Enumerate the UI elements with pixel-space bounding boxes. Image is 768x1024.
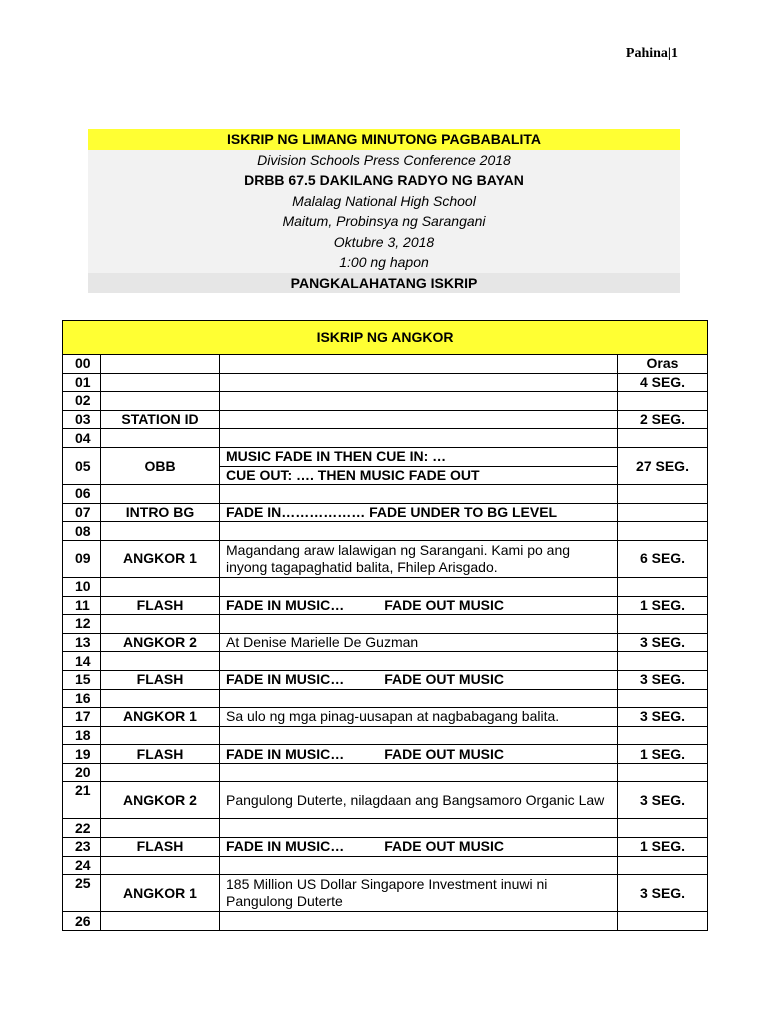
row-segment: OBB <box>101 447 220 484</box>
row-segment <box>101 355 220 374</box>
row-duration: 3 SEG. <box>618 782 708 819</box>
row-content <box>220 856 618 875</box>
cue-in: FADE IN MUSIC… <box>226 596 345 613</box>
row-number: 03 <box>63 410 101 429</box>
row-content <box>220 819 618 838</box>
row-content <box>220 596 618 615</box>
table-row <box>63 577 708 596</box>
row-segment: FLASH <box>101 670 220 689</box>
row-content <box>220 392 618 411</box>
row-duration <box>618 522 708 541</box>
row-segment <box>101 763 220 782</box>
row-segment <box>101 819 220 838</box>
table-banner-row <box>63 321 708 355</box>
row-number: 13 <box>63 633 101 652</box>
row-content <box>220 522 618 541</box>
row-duration <box>618 652 708 671</box>
row-number: 23 <box>63 838 101 857</box>
time: 1:00 ng hapon <box>88 252 680 273</box>
row-number: 09 <box>63 540 101 577</box>
table-row <box>63 503 708 522</box>
row-duration: 1 SEG. <box>618 745 708 764</box>
row-number: 26 <box>63 912 101 931</box>
row-duration <box>618 577 708 596</box>
event-name: Division Schools Press Conference 2018 <box>88 150 680 171</box>
row-number: 20 <box>63 763 101 782</box>
station-name: DRBB 67.5 DAKILANG RADYO NG BAYAN <box>88 170 680 191</box>
row-segment: FLASH <box>101 838 220 857</box>
row-number: 22 <box>63 819 101 838</box>
row-number: 04 <box>63 429 101 448</box>
cue-in: FADE IN MUSIC… <box>226 671 345 688</box>
row-number: 08 <box>63 522 101 541</box>
row-number: 01 <box>63 373 101 392</box>
row-segment <box>101 485 220 504</box>
row-duration: 3 SEG. <box>618 708 708 727</box>
row-duration: 2 SEG. <box>618 410 708 429</box>
row-duration <box>618 819 708 838</box>
table-row <box>63 373 708 392</box>
row-content: Pangulong Duterte, nilagdaan ang Bangsamoro Organic Law <box>220 782 618 819</box>
cue-in: FADE IN MUSIC… <box>226 838 345 855</box>
row-content <box>220 615 618 634</box>
row-number: 00 <box>63 355 101 374</box>
row-content <box>220 726 618 745</box>
row-number: 15 <box>63 670 101 689</box>
row-number: 05 <box>63 447 101 484</box>
row-number: 17 <box>63 708 101 727</box>
row-number: 21 <box>63 782 101 819</box>
row-segment <box>101 652 220 671</box>
table-row <box>63 726 708 745</box>
row-segment: ANGKOR 1 <box>101 875 220 912</box>
row-content <box>220 373 618 392</box>
row-number: 11 <box>63 596 101 615</box>
row-content <box>220 410 618 429</box>
row-duration: 3 SEG. <box>618 875 708 912</box>
row-content: MUSIC FADE IN THEN CUE IN: … <box>220 447 618 466</box>
row-content <box>220 838 618 857</box>
row-duration <box>618 856 708 875</box>
row-content <box>220 577 618 596</box>
row-segment <box>101 392 220 411</box>
table-row <box>63 633 708 652</box>
table-row <box>63 447 708 466</box>
table-row <box>63 652 708 671</box>
row-number: 19 <box>63 745 101 764</box>
row-segment <box>101 615 220 634</box>
row-duration <box>618 726 708 745</box>
table-row <box>63 708 708 727</box>
table-row <box>63 782 708 819</box>
oras-header: Oras <box>618 355 708 374</box>
row-number: 07 <box>63 503 101 522</box>
location: Maitum, Probinsya ng Sarangani <box>88 211 680 232</box>
row-segment <box>101 726 220 745</box>
row-duration: 6 SEG. <box>618 540 708 577</box>
row-duration <box>618 689 708 708</box>
row-duration <box>618 485 708 504</box>
row-segment: FLASH <box>101 745 220 764</box>
table-row <box>63 429 708 448</box>
table-row <box>63 819 708 838</box>
row-content <box>220 652 618 671</box>
row-number: 16 <box>63 689 101 708</box>
row-segment: STATION ID <box>101 410 220 429</box>
table-row <box>63 615 708 634</box>
table-banner: ISKRIP NG ANGKOR <box>63 321 708 355</box>
table-row <box>63 410 708 429</box>
row-content: Sa ulo ng mga pinag-uusapan at nagbabagang balita. <box>220 708 618 727</box>
row-number: 02 <box>63 392 101 411</box>
row-segment <box>101 522 220 541</box>
table-row <box>63 355 708 374</box>
row-segment: ANGKOR 2 <box>101 782 220 819</box>
table-row <box>63 912 708 931</box>
script-title: ISKRIP NG LIMANG MINUTONG PAGBABALITA <box>88 129 680 150</box>
row-content: Magandang araw lalawigan ng Sarangani. Kami po ang inyong tagapaghatid balita, Fhilep Arisgado. <box>220 540 618 577</box>
row-segment <box>101 429 220 448</box>
row-number: 24 <box>63 856 101 875</box>
script-header <box>88 129 680 293</box>
table-row <box>63 856 708 875</box>
row-duration <box>618 912 708 931</box>
row-content <box>220 689 618 708</box>
row-duration <box>618 429 708 448</box>
anchor-script-table <box>62 320 708 931</box>
table-row <box>63 875 708 912</box>
page-number: Pahina|1 <box>625 46 678 61</box>
row-segment <box>101 373 220 392</box>
row-content <box>220 355 618 374</box>
row-duration <box>618 763 708 782</box>
school-name: Malalag National High School <box>88 191 680 212</box>
row-number: 14 <box>63 652 101 671</box>
row-duration: 1 SEG. <box>618 838 708 857</box>
table-row <box>63 745 708 764</box>
row-duration <box>618 392 708 411</box>
row-duration: 3 SEG. <box>618 670 708 689</box>
row-content <box>220 745 618 764</box>
row-segment <box>101 912 220 931</box>
row-segment <box>101 856 220 875</box>
script-subtitle: PANGKALAHATANG ISKRIP <box>88 273 680 294</box>
row-number: 18 <box>63 726 101 745</box>
row-segment <box>101 577 220 596</box>
row-duration: 1 SEG. <box>618 596 708 615</box>
table-row <box>63 763 708 782</box>
row-number: 10 <box>63 577 101 596</box>
row-duration <box>618 615 708 634</box>
row-content <box>220 429 618 448</box>
row-content <box>220 912 618 931</box>
row-duration: 27 SEG. <box>618 447 708 484</box>
table-row <box>63 392 708 411</box>
row-segment: ANGKOR 1 <box>101 708 220 727</box>
row-duration <box>618 503 708 522</box>
row-segment: ANGKOR 2 <box>101 633 220 652</box>
cue-out: FADE OUT MUSIC <box>384 671 505 688</box>
row-content <box>220 670 618 689</box>
row-segment: ANGKOR 1 <box>101 540 220 577</box>
cue-out: FADE OUT MUSIC <box>384 838 505 855</box>
row-content: CUE OUT: …. THEN MUSIC FADE OUT <box>220 466 618 485</box>
date: Oktubre 3, 2018 <box>88 232 680 253</box>
row-number: 06 <box>63 485 101 504</box>
row-segment: INTRO BG <box>101 503 220 522</box>
table-row <box>63 838 708 857</box>
row-content: FADE IN……………… FADE UNDER TO BG LEVEL <box>220 503 618 522</box>
cue-out: FADE OUT MUSIC <box>384 745 505 762</box>
table-row <box>63 670 708 689</box>
row-duration: 4 SEG. <box>618 373 708 392</box>
row-content: At Denise Marielle De Guzman <box>220 633 618 652</box>
row-duration: 3 SEG. <box>618 633 708 652</box>
table-row <box>63 689 708 708</box>
row-content <box>220 485 618 504</box>
table-row <box>63 540 708 577</box>
cue-in: FADE IN MUSIC… <box>226 745 345 762</box>
cue-out: FADE OUT MUSIC <box>384 596 505 613</box>
row-number: 12 <box>63 615 101 634</box>
row-content <box>220 763 618 782</box>
table-row <box>63 485 708 504</box>
table-row <box>63 522 708 541</box>
row-segment <box>101 689 220 708</box>
row-number: 25 <box>63 875 101 912</box>
row-segment: FLASH <box>101 596 220 615</box>
row-content: 185 Million US Dollar Singapore Investment inuwi ni Pangulong Duterte <box>220 875 618 912</box>
table-row <box>63 596 708 615</box>
